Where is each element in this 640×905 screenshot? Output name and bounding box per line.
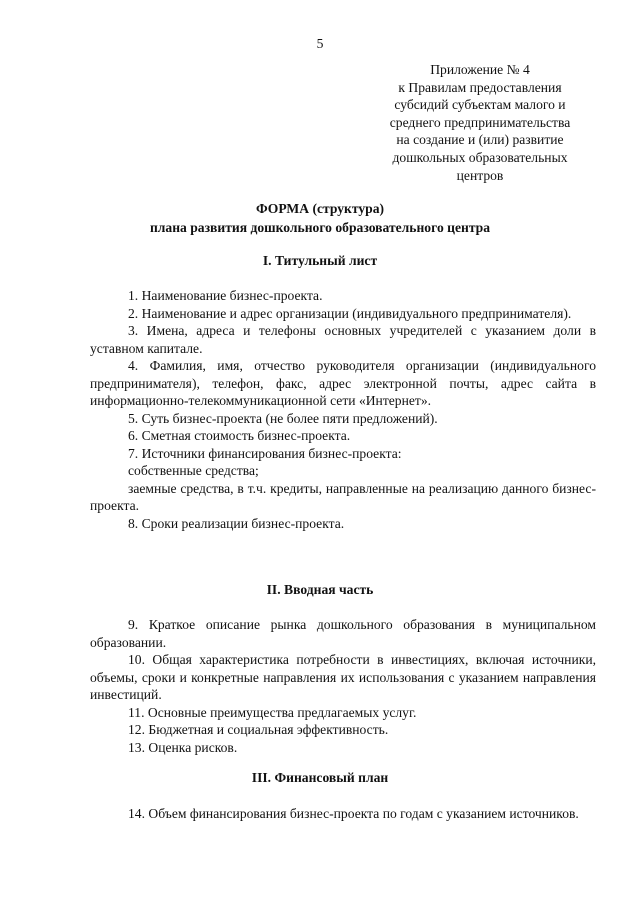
- list-item: 12. Бюджетная и социальная эффективность.: [128, 722, 389, 737]
- list-item: собственные средства;: [128, 463, 259, 478]
- list-item: 4. Фамилия, имя, отчество руководителя организации (индивидуального предпринимателя), телефон, факс, адрес электронной почты, адрес сайта в информационно-телекоммуникационной сети «Интернет».: [90, 358, 596, 408]
- list-item: 7. Источники финансирования бизнес-проекта:: [128, 445, 402, 461]
- title-line-1: ФОРМА (структура): [255, 201, 385, 216]
- appendix-line: среднего предпринимательства: [389, 114, 571, 130]
- section-heading-financial-plan: III. Финансовый план: [251, 770, 389, 785]
- appendix-line: к Правилам предоставления: [398, 79, 562, 95]
- list-item: заемные средства, в т.ч. кредиты, направленные на реализацию данного бизнес-проекта.: [90, 480, 596, 513]
- section-body-title-page: [90, 287, 596, 532]
- section-body-financial-plan: [90, 805, 596, 823]
- appendix-block: [360, 61, 600, 184]
- list-item: 6. Сметная стоимость бизнес-проекта.: [128, 428, 351, 443]
- section-heading-title-page: I. Титульный лист: [262, 253, 378, 268]
- list-item: 5. Суть бизнес-проекта (не более пяти предложений).: [128, 410, 438, 426]
- list-item: 10. Общая характеристика потребности в инвестициях, включая источники, объемы, сроки и конкретные направления их использования с указанием направления инвестиций.: [90, 652, 596, 702]
- list-item: 11. Основные преимущества предлагаемых услуг.: [128, 704, 417, 720]
- section-body-introduction: [90, 616, 596, 756]
- appendix-line: на создание и (или) развитие: [396, 132, 564, 148]
- title-line-2: плана развития дошкольного образовательного центра: [149, 220, 491, 235]
- list-item: 3. Имена, адреса и телефоны основных учредителей с указанием доли в уставном капитале.: [90, 323, 596, 356]
- list-item: 8. Сроки реализации бизнес-проекта.: [128, 515, 345, 531]
- document-title: [0, 199, 640, 237]
- appendix-line: дошкольных образовательных: [392, 149, 568, 165]
- appendix-line: центров: [456, 167, 504, 183]
- appendix-line: субсидий субъектам малого и: [394, 97, 566, 113]
- list-item: 2. Наименование и адрес организации (индивидуального предпринимателя).: [128, 305, 572, 321]
- section-heading-introduction: II. Вводная часть: [266, 582, 374, 597]
- list-item: 1. Наименование бизнес-проекта.: [128, 288, 323, 303]
- page-number: 5: [316, 36, 324, 51]
- list-item: 14. Объем финансирования бизнес-проекта по годам с указанием источников.: [128, 806, 579, 821]
- list-item: 9. Краткое описание рынка дошкольного образования в муниципальном образовании.: [90, 617, 596, 650]
- list-item: 13. Оценка рисков.: [128, 739, 238, 755]
- appendix-line: Приложение № 4: [430, 62, 530, 77]
